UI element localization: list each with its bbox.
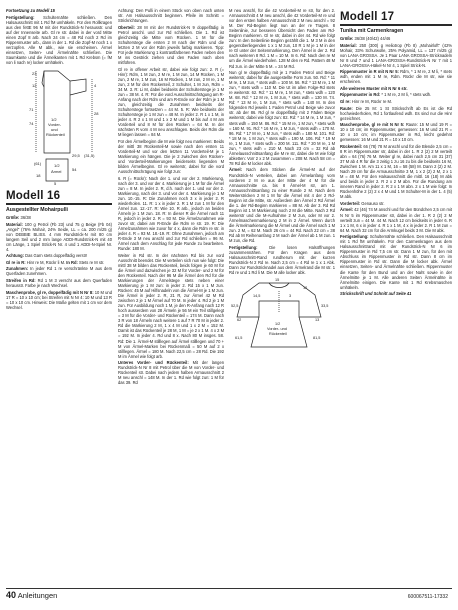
all-patterns-line: Alle weiteren Muster mit N Nr 6 str. <box>340 85 408 91</box>
diag-label: 12 <box>32 83 37 89</box>
diag-label: 1/2 <box>54 163 60 169</box>
col2-paragraph: Weiter in Rd str. In der nächsten Rd bis zur vord Ausschnitt beendet. Die M verteilen sich nun wie folgt: Die mittl 38 M bilden das Rückenteil, beids folgen je 60 M für die Ärmel und dazwischen je 32 M für Vorder- und 2 M für den Rückenteil. Nach der 96 M die Ärmel den Rd für die Markierungen der Ärmelstege stets neben einer Markierung je 1 M zun: in jeder 2. Rd 15 x 1 M zun. Rücken: 45 M auf Hilfsnadeln von die Ärmel-M je 1 M zun. Die Ärmel in jeder 2. R, 21 R, zur Ärmel 42 M Rd zwischen 2 je 1 M Ärmel auf 70 M. In jeder 4. Rd 2 je 1 M zun. Für Ausbildung noch 1 M, je den R-Anfang nach 12 R hoch ausserdem von 28 Ärmeln je 56 M ein Teil stillgelegt = 3 M für die Vorder- und Rückenteil = 174 M. Dann nach 3 R von 18 Ärmeln nach weitere 1 auf 7 R 70 M in jeder 2. Rd die Markierung 2 M, 1 x 4 M und 1 x 2 M = 152 M. Damit ist das Rückenteil je 28 M, 1 M = je 2 x 1 M. 4 x 2 M = 192 M. In jeder 4. Rd und 8 x. Nach 80 M insges. 58. Rd: Die 1. Ärmel-M stilllegen auf Ärmel stilllegen und 70 + M von Ärmel-Marken bei Rückenmaß = 50 M auf 2 x stilllegen. Ärmel = 180 M. Nach 22,5 cm = 28 Rd. Die 192 M im Ärmel wie folgt arb. <box>118 252 224 359</box>
model-17-subtitle: Tunika mit Carmenkragen <box>340 28 404 34</box>
diag-label: 29,5 <box>72 153 80 159</box>
size-line: Größe: 36/38 <box>6 215 31 221</box>
diamond-paragraph: Raute: Die 25 M: 1 St Strickschrift ab Es ist die Rd hochwiederholen, Rd 1 fortlaufend wdh. Es sind nur die Hinr gezeichnet. <box>340 105 452 121</box>
diag-label: 1/2 <box>275 321 281 326</box>
diag-label: 5 <box>54 181 57 187</box>
diag-label: 23 <box>32 71 37 77</box>
footer-page-info <box>6 590 57 600</box>
diag-label: und <box>51 127 58 133</box>
finishing-paragraph: Fertigstellung: Schulternähte schließen. Den Halsausschnitt mit 1 Rd fM umhäkeln. Für den Rollkragen aus den fettE 96 M mit der Rundstrick-N herausstr. und auf der Innenseite arb. Gl re str. dabei in der vord Mitte einen Zopf 8 arb. Nach 24 cm = 48 Rd noch 2 Rd im Rippenmuster arb., dann in der 1. Rd die Zopf-M noch 1 x verzopfen. Alle M abk., wie sie erscheinen. Ärmel einsetzen, Seiten- und Ärmelnähte schließen. Die Saumkante und die Ärmelkanten mit 1 Rd Krebsm (= fM von li nach re) locker umhäkeln. <box>6 14 112 65</box>
column-1 <box>6 8 112 311</box>
diag-label: Ärmel <box>51 169 62 175</box>
size-line: Größe: 36/38 (40/42) 44/46 <box>340 36 391 41</box>
model-16-title: Modell 16 <box>6 190 61 203</box>
gauge-paragraph: Maschenprobe, gl re mit N Nr 5: Raute: 15 M und 19 R = 10 x 10 cm; im Rippenmuster, gemessen: 16 M und 21 R = 10 x 10 cm; im Rippenmuster in Rd, leicht gedehnt gemessen: 16 M und 21 R = 10 x 10 cm. <box>340 122 452 143</box>
footer-rule <box>6 588 452 589</box>
diag-label: (61) <box>34 161 42 167</box>
upper-part-paragraph: Oberteil: 28 M mit der Rundstrick-N 9 doppelfädig in Petrol anschl. und zur Rd schließen. Die 1. Rd ist gleichzeitig die Mitte vom Rücken. 1 M für die Schulterstege die ersten 2 M nach der Rdm und die letzten 2 M vor der Rdm jeweils farbig markieren. Tipp: Für jede Markierung 1 kontrastfarbenen Faden neben den M ins Gestrick ziehen und den Faden nach oben mitführen. <box>118 24 224 65</box>
gauge-paragraph: Maschenprobe, gl re, doppelfädig mit N Nr 8: 10 M und 17 R = 10 x 10 cm; bei Streifen mit N Nr 4: 10 M und 13 R = 10 x 10 cm. Hinweis: Die Maße gelten mit 1 cm vor dem Wechsel. <box>6 289 112 310</box>
pattern-schematic-model-15 <box>6 67 112 187</box>
column-4 <box>340 8 452 298</box>
col2-paragraph: Gl re in offener Arbeit str, dabei wie folgt zun: 2. R (= Hinr): Rdm, 1 M zun, 2 M re, 1 M zun, 14 M Rücken, 1 M zun, 2 M re, 1 M zun, 16 M Rücken, 1 M zun, 2 M re, 1 M zun, 2 M für den Rückenteil, 2 Schulter, 1 M zun, Rdm = 34 M. 3. R: Li M, dabei beidseits der Schulterstege je 1 M zun = 38 M. 4. R: Für die vord Ausschnittschrägung am R-Anfang nach der Rdm und am R-Ende vor der Rdm je 1 M zun, gleichzeitig die Zunahmen beidseits der Schulterstege fortsetzen = 44 M. 5. R: Wie beidseits der Schulterstege je 1 M zun = 48 M. In jeder 2. R 1 x 1 M, in jeder 4. R 2 x 1 M und 1 x 2 M und 1 M bis auf 4 M am Vorderteil und 8 M für den Rücken = 64 M. In der nächsten R vorn 4 M neu anschlagen. Beids der Rdm die M liegen lassen = 84 M. <box>118 66 224 138</box>
model-17-title: Modell 17 <box>340 11 395 23</box>
attention-paragraph: Achtung: Das Garn stets doppelfädig verstr! <box>6 253 88 259</box>
chart-reference: Strickschrift und Schnitt auf Seite 41 <box>340 291 412 297</box>
diag-label: 54 <box>72 167 77 173</box>
diag-label: 81,5 <box>313 335 321 340</box>
page-number: 40 <box>6 590 17 600</box>
column-3 <box>229 8 335 354</box>
title-rule <box>340 24 452 26</box>
diag-label: 33,5 <box>321 303 329 308</box>
title-rule <box>6 203 112 205</box>
section-name: Anleitungen <box>17 591 58 600</box>
col3-paragraph: Nun gl re doppelfädig mit je 1 Faden Petrol und Beige weiterstr, dabei für die ausgestellte Form zun. 50. Rd: * 11 M re, 1 M zun, * stets wdh = 100 M. 56. Rd: * 13 M re, 1 M zun, * stets wdh = 110 M. Die Ut im allen Folge-Rd stets re weiterstr. 62. Rd: * 11 M re, 1 M zun, * stets wdh = 120 M. 68. Rd: * 12 M re, 1 M zun, * stets wdh = 130 M. 74. Rd: * 13 M re, 1 M zun, * stets wdh = 140 M. In den folgenden Rd jeweils 1 Faden Petrol und Beige wie zuvor str. ab der 86. Rd gl re doppelfädig mit 2 Fäden Beige weiterstr, dabei wie folgt zun: 82. Rd: * 14 M re, 1 M zun, * stets wdh = 150 M. 86. Rd: * 15 M re, 1 M zun, * stets wdh = 160 M. 91. Rd: * 16 M re, 1 M zun, * stets wdh = 170 M. 96. Rd: * 17 M re, 1 M zun, * stets wdh = 180 M. 101. Rd: * 18 M re, 1 M zun, * stets wdh = 190 M. 106. Rd: * 19 M re, 1 M zun, * stets wdh = 200 M. 111. Rd: * 20 M re, 1 M zun, * stets wdh = 210 M. Nach 23 cm = 32 Rd ab Ärmelausschnittsanfang die M re str, dabei die M wie folgt abketten: Vorr 2 x 2 M zusammen = 208 M. Nach 58 cm = 78 Rd die M locker abk. <box>229 70 335 166</box>
diag-label: 28 <box>94 111 99 117</box>
diag-label: Rückenteil <box>269 331 287 336</box>
diag-label: 52,5 <box>231 303 239 308</box>
diag-label: 1/2 <box>51 117 57 123</box>
front-part-paragraph: Vorderteil: Genauso str. <box>340 200 385 206</box>
col2-paragraph: 6. R (= Rückr): Nach der 1. und vor der 2. Markierung, nach der 3. und vor der 4. Markierung je 1 M für die Ärmel zun = 8 M. In jeder 2. R, d.h. nach der 1. und vor der 2. Markierung, nach der 3. und vor der 4. Markierung je 1 M zun. 10.-15. R: Die Zunahmen noch 3 x in jeder 2. R wiederholen. 11. R: 1 x in jeder 2. R 1 M zun 1 M für den Ärmel zun. 12.-17. R: Wie 10. R arb., jedoch an beiden Ärmeln je 1 M zun. 18. R: In dieser R die Ärmel nach 11 R, jedoch in jeder 2. R = 93 M. Die Ärmelzunahmen wie zuvor str, dabei am R-Ende die Rdm re str. 19. R: Die Ärmelzunahmen wie zuvor für 4 x, dann die Rdm re str. in jeder 4. R = 93 M. 18.-19. R: Ohne Zunahmen, jedoch am R-Ende 3 M neu anschl und zur Rd schließen = 96 M. Ärmel nach dem Anschlag für jede Runde zu bearbeiten. Runde: 180 M. <box>118 175 224 252</box>
body-outline <box>44 71 70 153</box>
diag-label: 4 <box>94 83 97 89</box>
diag-label: 74 <box>29 121 34 127</box>
finishing-paragraph: Fertigstellung: Die losen Halsöffnungen zusammennähen. Für den Kragen aus dem Halsausschnitt-Rand rundherum mit der kurzen Rundstrick-N 2 Rd re. Nach 2,5 cm = 4 Rd re 1 x 1 Abk. Dann zur Rundstricknadel aus dem Ärmelrand die M str. 1 Rd re und 1 Rd li M. Die M alle locker abk. <box>229 244 335 275</box>
sleeve-paragraph: Ärmel: 42 (46) 74 M anschl und für den Bündchen 2,5 cm mit N Nr 5 im Rippenmuster str, dabei in der 1. R 2 (2) 2 M verteilt zun = 44 M. 44 M. Nach 12 cm beidseits in jeder 6. R 1 x 1 M, 6 x in jeder 4. R 1 x 1 M, 4 x in jeder 2. R 1 M zun = 64 M. Nach 32 cm für die Armkugel beids 3 M. Die M abk. <box>340 207 452 233</box>
increase-paragraph: Zunahmen: In jeder Rd 1 re verschränkte M aus dem Querfaden zunehmen. <box>6 266 112 277</box>
diag-label: 71 <box>29 107 34 113</box>
stitch-rows: Gl re in R: Hinr re M, Rückr li M. In Rd: Stets re M str. <box>6 259 105 265</box>
diag-label: Vorder- <box>48 122 62 128</box>
rib-pattern-paragraph: Rippenmuster in R mit N Nr 5: Rdm, * 1 M re, 2 M li, * stets wdh, enden mit 1 M re, Rdm. Rückr die M str, wie sie erscheinen. <box>340 69 452 85</box>
material-paragraph: Material: 250 (300) g Heliotrop (Fb 8) „Mohairloft" (42% Mohair, 33% Schurwolle, 25% Polyamid, LL = 137 m/25 g) von LANA GROSSA. Je 1 Paar LANA GROSSA-Stricknadeln Nr 8 und 7 und 1 LANA-GROSSA-Rundstrick-N Nr 7 mit 1 LANA-GROSSA-Häkel-N Nr 4, 1 Spiel Strick-N. <box>340 42 452 68</box>
pattern-schematic-model-16 <box>229 277 335 351</box>
diag-label: 15 <box>275 277 280 282</box>
diag-label: 18 <box>36 173 41 179</box>
lower-part-paragraph: Unteres Vorder- und Rückenteil: Mit der langen Rundstrick-N Nr 8 mit Petrol über die M von Vorder- und Rückenteil str. Dabei nach jedem halben Armausschnitt 2 M neu anschl = 148 M. In der 1. Rd wie folgt zun: 1 M für das 39. Rd <box>118 360 224 386</box>
diag-label: 62 <box>237 317 242 322</box>
diag-label: 61,5 <box>235 335 243 340</box>
diag-label: 13 <box>315 317 320 322</box>
col2-intro: Achtung: Den Pulli in einem Stück von oben nach unten str. Am Halsausschnitt beginnen. Pfeile im Schnitt = Strickrichtungen. <box>118 8 224 24</box>
finishing-paragraph: Fertigstellung: Schulternähte schließen. Den Halsausschnitt mit 1 Rd fM umhäkeln. Für den Carmenkragen aus dem Halsausschnittrand mit der Rundstrick-N Nr 6 im Rippenmuster in Rd 7,5 cm str. Dann 1 M zun, für den mit Abschluss im Rippenmuster in Rd str. Dann 8 cm im Rippenmuster in Rd str. Dann die M locker abk. Ärmel einsetzen, Seiten- und Ärmelnähte schließen. Rippenmuster die Kante für den Bund und an der Naht sowie in der Ärmelmitte je 1 M. Alle anderen Seiten Ärmelnähte in Ärmelmitte einigen. Die Kante mit 1 Rd Krebsmaschen umhäkeln. <box>340 234 452 290</box>
rib-round-paragraph: Rippenmuster in Rd: * 1 M re, 2 M li, * stets wdh. <box>340 92 432 98</box>
material-paragraph: Material: 100 g Petrol (Fb 23) und 75 g Beige (Fb 04) „Angel" (76% Mohair, 24% Seide, LL = ca. 200 m/25 g) von DEBBIE BLISS. 4 mm Rundstrick-N mit 80 cm langem Seil und 2 mm lange ADDI-Rundstrick-N mit 40 cm Länge, 1 Spiel Strick-N Nr. 4 und 1 ADDI-N-Spiel Nr. 4. <box>6 221 112 252</box>
continuation-heading: Fortsetzung zu Modell 15 <box>6 8 55 13</box>
diag-label: (31,5) <box>84 153 95 159</box>
col3-paragraph: M neu anschl, für die 42 Vorderteil-M re str, für den 2. Armausschnitt 4 M neu anschl, die 42 Vorderteil-M re und vor den ersten halben Armausschnitt 2 M neu anschl = 92 M. Der Rd-Beginn liegt nun an der re Tragen. 8 Seitenlinie, zur besseren Übersicht den Faden am Rd-Beginn markieren. Gl re str, dabei in der 44. Rd wie folgt zun: In den Seitenlinie Beginn gezählt die 1. M 3 M in den gegenüberliegenden 1 x 1 M zun, 10 R 1 M je 1 M in der re Gl unter der Seitenmarkierung. Den Ärmel in der 2. Rd nach weiteren 8 Rd. 1 M = 10 M. In 6. Rd: Nach den re M um die Ärmel wiederholen. 128 M den re Rd. Pattern 48 M Rd zun. in der Mitte 5 M. = 24 M Rd. <box>229 8 335 69</box>
diag-label: 3 <box>289 293 292 298</box>
col2-paragraph: Für den Ärmelbeginn die M wie folgt neu markieren: Beids der mittl 38 Rückenteil-M sowie nach den ersten 11 Vorderteil-M und vor den letzten 11 Vorderteil-M je 1 Markierung ein hängen. Die je 2 zwischen den Rücken- und Vorderteil-Markierungen beiderseits liegenden M bilden Ärmelbeginn. Gl re weiterstr, dabei für die vord Ausschnittschrägung wie folgt zun: <box>118 138 224 174</box>
diag-label: 14,5 <box>253 293 261 298</box>
model-16-subtitle: Ausgestellter Mohairpulli <box>6 207 68 214</box>
diag-label: Rückenteil <box>46 132 65 138</box>
diag-label: Vorder- und <box>267 326 287 331</box>
column-2 <box>118 8 224 387</box>
diag-label: 12 <box>303 285 308 290</box>
sleeve-paragraph: Ärmel: Nach dem Sticken die Ärmel-M auf der Rundstrick-N verteilen, dabei am Ärmelanfang vom vorderen 2 M re aus der Mitte der 4 M für die Armausschnitte ca. bis 8 Ärmel-M str, am 1. Armausschnittsanfang zu einer Runde 2 M. Nach dem Weiterstricken 2 M 1 M für die Ärmel mit 4 der 2 Rd-Beginn ist die Mitte, str. Außerdem den Ärmel 2 Rd Ärmel die 1. der Rd-Beginn markieren = 88 M. Ab der 3. Rd Rd Beginn ist 1 M Markierung noch 2 M die Mitte. Nach 2 Rd weiterstr und die M-Aufnahme 2 M zun, oder M vor 2. Ärmelmaschenmarkierung 2 M in 2 Ärmel. Wenn durch die Ärmelmarkierung die M Ärmel und die Ärmel nach 1 M zun. 2 M, = 62 M. Nach 26 cm = 44 Rd. Nach 22 cm = 38 Rd ab M Reihenanfang 2 M nach der Ärmel ab 1 M zun. 1 M zun, die Rd. <box>229 167 335 244</box>
stripes-paragraph: Streifen in Rd: Rd 1 M 3 verschr aus dem Querfaden herausstr. Farbe je nach Wechsel. <box>6 278 112 289</box>
print-code: 600067511-17332 <box>407 594 448 600</box>
stockinette-line: Gl re: Hinr re M, Rückr re M. <box>340 99 393 105</box>
back-part-paragraph: Rückenteil: 66 (78) 78 M anschl und für die Blende 2,5 cm = 8 R im Rippenmuster str, dabei in der 1. R 2 (2) 2 M verteilt abn = 64 (76) 76 M. Weiter gl re, dabei nach 2,5 cm 31 (37) 37 M ab 4 R für die 3 zeitig 1 zu 16 zu bis die beidseits 16 M, Zwischen 1 M. Am 11 x 1 M, 16 = 58 (58) M. Dann 2 (2) 2 M. Nach 29 cm für die Armausschnitte 3 M, 1 x 2 (2) 2 M, 2 x 1 M = 48 M. Für den Halsausschnitt die mittl. 16 (18) M abk und beids in jeder 2. R 2 x 2 M abn. Für die Rundung am inneren Rand in jeder 2. R 2 x 1 M abn. 2 x 1 M wie folgt: In Rückenhöhe 2 (2) 2 x 4 M und 1 M Schulter-M in der 1. 4 (5) M abk. <box>340 143 452 200</box>
